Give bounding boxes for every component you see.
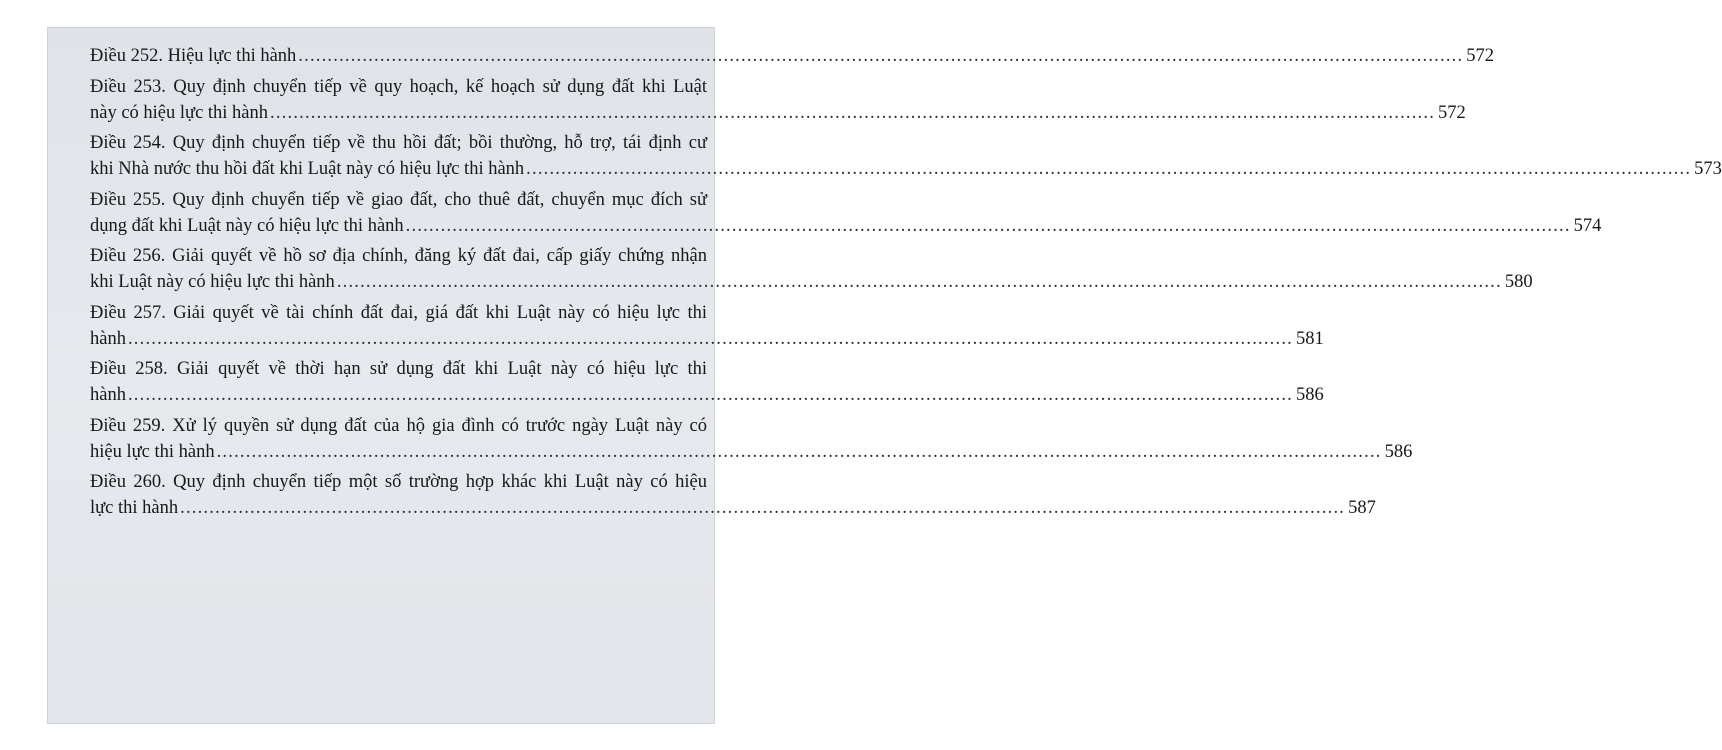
toc-entry-last-line: [90, 495, 1376, 521]
toc-entry: [90, 243, 1533, 295]
toc-entry: [90, 130, 1722, 182]
toc-entry-title-line: hành: [90, 328, 126, 349]
toc-entry-title-line: Điều 252. Hiệu lực thi hành: [90, 46, 297, 66]
toc-entry-title-line: Điều 254. Quy định chuyển tiếp về thu hồi đất; bồi thường, hỗ trợ, tái định cư: [90, 133, 707, 153]
toc-entry: [90, 413, 1413, 465]
toc-entry-last-line: [90, 439, 1413, 465]
leader-dots: ........................................................................................................................................................................................................: [336, 272, 1502, 292]
leader-dots: ........................................................................................................................................................................................................: [298, 46, 1464, 66]
toc-page-number: 586: [1384, 441, 1413, 462]
leader-dots: ........................................................................................................................................................................................................: [180, 498, 1346, 518]
toc-entry-last-line: [90, 269, 1533, 295]
leader-dots: ........................................................................................................................................................................................................: [127, 385, 1293, 405]
toc-page-number: 572: [1438, 102, 1466, 123]
toc-entry-title-line: Điều 256. Giải quyết về hồ sơ địa chính, đăng ký đất đai, cấp giấy chứng nhận: [90, 246, 707, 266]
toc-entry-last-line: [90, 326, 1324, 352]
toc-entry-last-line: [90, 382, 1324, 408]
toc-entry-title-line: Điều 258. Giải quyết về thời hạn sử dụng đất khi Luật này có hiệu lực thi: [90, 359, 707, 379]
table-of-contents: [90, 43, 1722, 526]
toc-entry: [90, 469, 1376, 521]
toc-entry-title-line: này có hiệu lực thi hành: [90, 102, 269, 123]
leader-dots: ........................................................................................................................................................................................................: [270, 102, 1436, 123]
toc-entry-last-line: [90, 156, 1722, 182]
toc-page-number: 581: [1295, 328, 1324, 349]
toc-entry-title-line: Điều 255. Quy định chuyển tiếp về giao đất, cho thuê đất, chuyển mục đích sử: [90, 189, 707, 210]
toc-entry-title-line: Điều 257. Giải quyết về tài chính đất đai, giá đất khi Luật này có hiệu lực thi: [90, 302, 707, 323]
book-page: [48, 28, 1722, 723]
toc-entry-title-line: khi Luật này có hiệu lực thi hành: [90, 272, 335, 292]
toc-entry-title-line: dụng đất khi Luật này có hiệu lực thi hành: [90, 215, 404, 236]
toc-entry-title-line: Điều 260. Quy định chuyển tiếp một số trường hợp khác khi Luật này có hiệu: [90, 472, 707, 492]
toc-page-number: 586: [1295, 385, 1324, 405]
toc-page-number: 572: [1466, 46, 1495, 66]
toc-entry: [90, 43, 1495, 69]
toc-entry-title-line: Điều 259. Xử lý quyền sử dụng đất của hộ gia đình có trước ngày Luật này có: [90, 415, 707, 436]
toc-entry: [90, 356, 1324, 408]
toc-entry: [90, 187, 1602, 239]
toc-entry-title-line: hành: [90, 385, 126, 405]
toc-page-number: 573: [1694, 159, 1722, 179]
toc-page-number: 580: [1504, 272, 1533, 292]
toc-entry-last-line: [90, 100, 1466, 126]
toc-entry-last-line: [90, 43, 1495, 69]
toc-entry-title-line: lực thi hành: [90, 498, 179, 518]
toc-entry-title-line: khi Nhà nước thu hồi đất khi Luật này có hiệu lực thi hành: [90, 159, 525, 179]
leader-dots: ........................................................................................................................................................................................................: [127, 328, 1293, 349]
toc-page-number: 574: [1573, 215, 1602, 236]
toc-entry-title-line: Điều 253. Quy định chuyển tiếp về quy hoạch, kế hoạch sử dụng đất khi Luật: [90, 76, 707, 97]
toc-entry: [90, 74, 1466, 126]
leader-dots: ........................................................................................................................................................................................................: [526, 159, 1692, 179]
toc-entry-last-line: [90, 213, 1602, 239]
toc-page-number: 587: [1348, 498, 1376, 518]
leader-dots: ........................................................................................................................................................................................................: [405, 215, 1571, 236]
toc-entry-title-line: hiệu lực thi hành: [90, 441, 215, 462]
leader-dots: ........................................................................................................................................................................................................: [216, 441, 1382, 462]
toc-entry: [90, 300, 1324, 352]
